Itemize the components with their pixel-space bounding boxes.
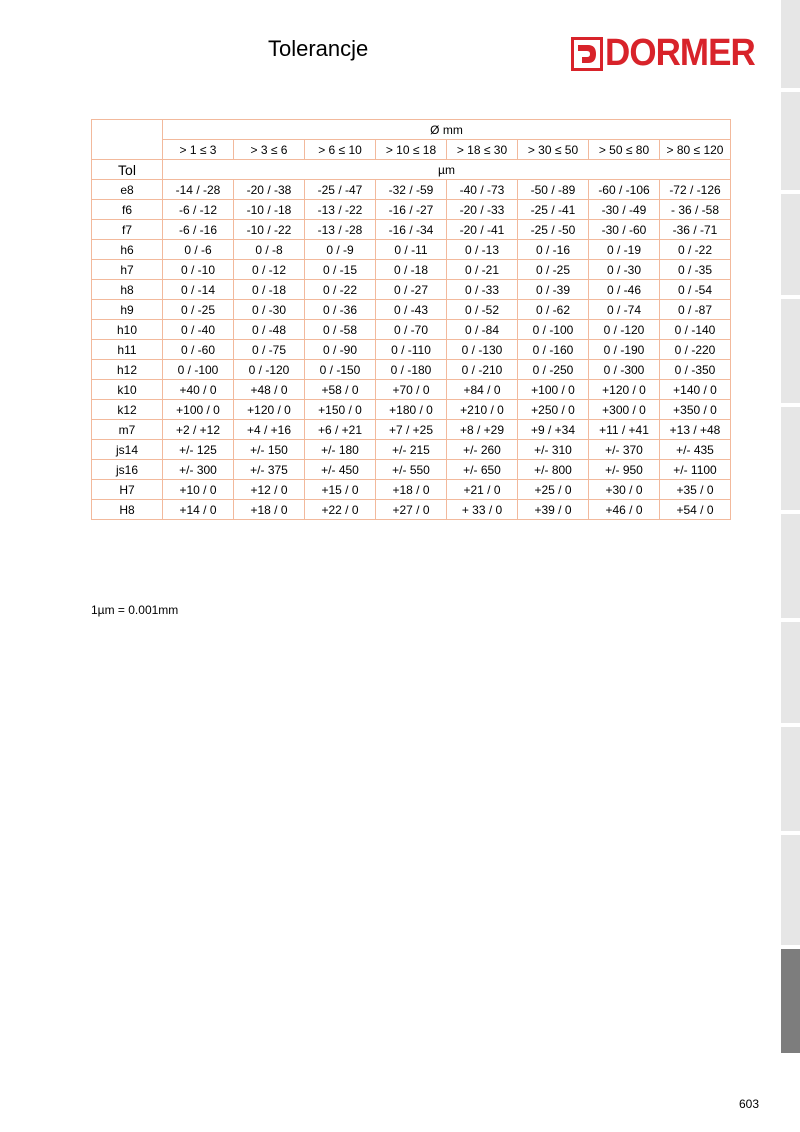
- tolerance-value: -6 / -12: [163, 200, 234, 220]
- tolerance-class: k10: [92, 380, 163, 400]
- tolerance-value: +39 / 0: [518, 500, 589, 520]
- side-tab[interactable]: [781, 727, 800, 831]
- tolerance-value: 0 / -19: [589, 240, 660, 260]
- side-tab[interactable]: [781, 835, 800, 945]
- tolerance-value: 0 / -300: [589, 360, 660, 380]
- tolerance-value: 0 / -30: [589, 260, 660, 280]
- tolerance-class: h11: [92, 340, 163, 360]
- table-row: [92, 180, 731, 200]
- tolerance-value: -10 / -18: [234, 200, 305, 220]
- tolerance-value: +140 / 0: [660, 380, 731, 400]
- tolerance-class: js16: [92, 460, 163, 480]
- tolerance-value: -20 / -33: [447, 200, 518, 220]
- range-header: > 1 ≤ 3: [163, 140, 234, 160]
- tolerance-value: +250 / 0: [518, 400, 589, 420]
- tolerance-value: +350 / 0: [660, 400, 731, 420]
- tolerance-value: 0 / -130: [447, 340, 518, 360]
- tolerance-value: +/- 260: [447, 440, 518, 460]
- tolerance-value: 0 / -25: [163, 300, 234, 320]
- side-tab[interactable]: [781, 407, 800, 510]
- side-tab-strip: [781, 0, 800, 1132]
- tolerance-class: k12: [92, 400, 163, 420]
- tolerance-value: 0 / -48: [234, 320, 305, 340]
- range-header: > 6 ≤ 10: [305, 140, 376, 160]
- tolerance-value: -10 / -22: [234, 220, 305, 240]
- table-row: [92, 500, 731, 520]
- table-row: [92, 480, 731, 500]
- tolerance-value: +18 / 0: [376, 480, 447, 500]
- page-number: 603: [739, 1097, 760, 1111]
- tolerance-class: H8: [92, 500, 163, 520]
- tolerance-value: 0 / -9: [305, 240, 376, 260]
- tolerance-value: +15 / 0: [305, 480, 376, 500]
- range-header: > 10 ≤ 18: [376, 140, 447, 160]
- table-row: [92, 260, 731, 280]
- tolerance-value: 0 / -40: [163, 320, 234, 340]
- tolerance-value: +13 / +48: [660, 420, 731, 440]
- table-row: [92, 340, 731, 360]
- tolerance-value: + 33 / 0: [447, 500, 518, 520]
- tolerance-value: +48 / 0: [234, 380, 305, 400]
- side-tab-active[interactable]: [781, 949, 800, 1053]
- tolerance-value: 0 / -100: [518, 320, 589, 340]
- tolerance-value: +25 / 0: [518, 480, 589, 500]
- tolerance-value: 0 / -74: [589, 300, 660, 320]
- tolerance-value: -50 / -89: [518, 180, 589, 200]
- tolerance-value: +/- 215: [376, 440, 447, 460]
- tolerance-value: +58 / 0: [305, 380, 376, 400]
- tolerance-value: +100 / 0: [518, 380, 589, 400]
- tolerance-value: +30 / 0: [589, 480, 660, 500]
- tolerance-value: +40 / 0: [163, 380, 234, 400]
- unit-footnote: 1µm = 0.001mm: [91, 603, 179, 617]
- tolerance-value: -20 / -38: [234, 180, 305, 200]
- side-tab[interactable]: [781, 194, 800, 295]
- tolerance-value: 0 / -35: [660, 260, 731, 280]
- tolerance-value: 0 / -87: [660, 300, 731, 320]
- tolerance-class: h7: [92, 260, 163, 280]
- tolerance-value: +/- 375: [234, 460, 305, 480]
- tolerance-value: +46 / 0: [589, 500, 660, 520]
- tolerance-value: 0 / -75: [234, 340, 305, 360]
- tolerance-value: -25 / -41: [518, 200, 589, 220]
- tolerance-value: -40 / -73: [447, 180, 518, 200]
- tolerance-value: 0 / -62: [518, 300, 589, 320]
- tolerance-value: +/- 450: [305, 460, 376, 480]
- tolerance-value: +/- 180: [305, 440, 376, 460]
- table-row: [92, 380, 731, 400]
- table-row: [92, 320, 731, 340]
- tolerance-value: +/- 650: [447, 460, 518, 480]
- tolerance-value: 0 / -70: [376, 320, 447, 340]
- tolerance-value: 0 / -180: [376, 360, 447, 380]
- range-header: > 18 ≤ 30: [447, 140, 518, 160]
- tolerance-value: 0 / -350: [660, 360, 731, 380]
- tolerance-value: +10 / 0: [163, 480, 234, 500]
- tolerance-value: +150 / 0: [305, 400, 376, 420]
- side-tab[interactable]: [781, 514, 800, 618]
- tolerance-value: +300 / 0: [589, 400, 660, 420]
- tolerance-value: 0 / -250: [518, 360, 589, 380]
- table-row: [92, 460, 731, 480]
- range-header: > 30 ≤ 50: [518, 140, 589, 160]
- tolerance-value: 0 / -16: [518, 240, 589, 260]
- tolerance-table: [91, 119, 731, 520]
- corner-cell: [92, 120, 163, 160]
- tolerance-value: +54 / 0: [660, 500, 731, 520]
- tolerance-value: +22 / 0: [305, 500, 376, 520]
- tolerance-value: 0 / -100: [163, 360, 234, 380]
- tolerance-value: -13 / -22: [305, 200, 376, 220]
- tolerance-value: +4 / +16: [234, 420, 305, 440]
- tolerance-value: +/- 370: [589, 440, 660, 460]
- tolerance-value: +120 / 0: [589, 380, 660, 400]
- tolerance-value: 0 / -11: [376, 240, 447, 260]
- side-tab[interactable]: [781, 299, 800, 403]
- tolerance-value: 0 / -43: [376, 300, 447, 320]
- tolerance-value: 0 / -60: [163, 340, 234, 360]
- tolerance-value: +/- 150: [234, 440, 305, 460]
- tolerance-value: 0 / -21: [447, 260, 518, 280]
- tolerance-value: -6 / -16: [163, 220, 234, 240]
- brand-name: DORMER: [605, 32, 755, 74]
- tolerance-value: 0 / -6: [163, 240, 234, 260]
- tolerance-value: -20 / -41: [447, 220, 518, 240]
- tolerance-value: +/- 800: [518, 460, 589, 480]
- tolerance-value: +6 / +21: [305, 420, 376, 440]
- range-header: > 50 ≤ 80: [589, 140, 660, 160]
- tolerance-value: 0 / -13: [447, 240, 518, 260]
- tolerance-value: 0 / -22: [660, 240, 731, 260]
- tolerance-value: -16 / -27: [376, 200, 447, 220]
- table-row: [92, 400, 731, 420]
- range-header: > 3 ≤ 6: [234, 140, 305, 160]
- tolerance-value: +12 / 0: [234, 480, 305, 500]
- tolerance-value: 0 / -160: [518, 340, 589, 360]
- tolerance-class: f6: [92, 200, 163, 220]
- tolerance-value: +18 / 0: [234, 500, 305, 520]
- dormer-logo: [571, 32, 763, 74]
- tolerance-value: +11 / +41: [589, 420, 660, 440]
- table-row: [92, 200, 731, 220]
- tolerance-value: -25 / -50: [518, 220, 589, 240]
- tolerance-value: 0 / -10: [163, 260, 234, 280]
- tolerance-value: 0 / -52: [447, 300, 518, 320]
- tolerance-value: +100 / 0: [163, 400, 234, 420]
- tolerance-value: 0 / -120: [589, 320, 660, 340]
- table-row: [92, 440, 731, 460]
- tolerance-value: 0 / -140: [660, 320, 731, 340]
- tolerance-value: +/- 550: [376, 460, 447, 480]
- tolerance-value: 0 / -36: [305, 300, 376, 320]
- tolerance-class: h9: [92, 300, 163, 320]
- tolerance-class: f7: [92, 220, 163, 240]
- page-title: Tolerancje: [268, 36, 369, 61]
- tolerance-value: +14 / 0: [163, 500, 234, 520]
- tolerance-value: 0 / -30: [234, 300, 305, 320]
- tolerance-value: 0 / -18: [234, 280, 305, 300]
- tolerance-value: -72 / -126: [660, 180, 731, 200]
- tolerance-value: +180 / 0: [376, 400, 447, 420]
- table-row: [92, 220, 731, 240]
- tolerance-class: h10: [92, 320, 163, 340]
- tolerance-value: -16 / -34: [376, 220, 447, 240]
- tolerance-value: -14 / -28: [163, 180, 234, 200]
- tolerance-value: -25 / -47: [305, 180, 376, 200]
- diameter-header: Ø mm: [163, 120, 731, 140]
- tolerance-value: 0 / -110: [376, 340, 447, 360]
- tolerance-value: 0 / -15: [305, 260, 376, 280]
- tolerance-class: h6: [92, 240, 163, 260]
- tolerance-value: 0 / -90: [305, 340, 376, 360]
- tolerance-value: -32 / -59: [376, 180, 447, 200]
- tolerance-value: -36 / -71: [660, 220, 731, 240]
- tolerance-value: +21 / 0: [447, 480, 518, 500]
- tolerance-value: 0 / -39: [518, 280, 589, 300]
- tolerance-value: 0 / -84: [447, 320, 518, 340]
- tolerance-value: 0 / -150: [305, 360, 376, 380]
- tolerance-value: -30 / -49: [589, 200, 660, 220]
- tolerance-value: +/- 310: [518, 440, 589, 460]
- tolerance-value: +/- 300: [163, 460, 234, 480]
- tolerance-value: +9 / +34: [518, 420, 589, 440]
- tolerance-value: 0 / -190: [589, 340, 660, 360]
- side-tab[interactable]: [781, 0, 800, 88]
- tolerance-value: 0 / -8: [234, 240, 305, 260]
- tolerance-value: +35 / 0: [660, 480, 731, 500]
- dormer-logo-icon: [571, 36, 603, 72]
- tolerance-value: +27 / 0: [376, 500, 447, 520]
- side-tab[interactable]: [781, 622, 800, 723]
- tolerance-value: 0 / -22: [305, 280, 376, 300]
- tolerance-value: +70 / 0: [376, 380, 447, 400]
- tolerance-value: 0 / -58: [305, 320, 376, 340]
- tolerance-value: +2 / +12: [163, 420, 234, 440]
- tolerance-value: 0 / -120: [234, 360, 305, 380]
- side-tab[interactable]: [781, 92, 800, 190]
- tolerance-class: m7: [92, 420, 163, 440]
- tolerance-value: - 36 / -58: [660, 200, 731, 220]
- tolerance-value: +/- 125: [163, 440, 234, 460]
- tolerance-value: 0 / -33: [447, 280, 518, 300]
- tolerance-value: 0 / -27: [376, 280, 447, 300]
- table-row: [92, 420, 731, 440]
- unit-header: µm: [163, 160, 731, 180]
- tolerance-value: 0 / -18: [376, 260, 447, 280]
- tolerance-class: e8: [92, 180, 163, 200]
- tolerance-value: +/- 1100: [660, 460, 731, 480]
- tolerance-class: h12: [92, 360, 163, 380]
- range-header: > 80 ≤ 120: [660, 140, 731, 160]
- table-row: [92, 300, 731, 320]
- tolerance-class: js14: [92, 440, 163, 460]
- tolerance-value: 0 / -54: [660, 280, 731, 300]
- tolerance-value: +/- 435: [660, 440, 731, 460]
- table-row: [92, 280, 731, 300]
- tol-header: Tol: [92, 160, 163, 180]
- table-row: [92, 240, 731, 260]
- tolerance-value: -60 / -106: [589, 180, 660, 200]
- tolerance-value: 0 / -25: [518, 260, 589, 280]
- tolerance-value: +120 / 0: [234, 400, 305, 420]
- tolerance-value: 0 / -14: [163, 280, 234, 300]
- table-row: [92, 360, 731, 380]
- tolerance-value: +8 / +29: [447, 420, 518, 440]
- tolerance-value: +7 / +25: [376, 420, 447, 440]
- tolerance-value: +/- 950: [589, 460, 660, 480]
- tolerance-value: 0 / -46: [589, 280, 660, 300]
- tolerance-value: -30 / -60: [589, 220, 660, 240]
- tolerance-value: +84 / 0: [447, 380, 518, 400]
- tolerance-class: H7: [92, 480, 163, 500]
- tolerance-class: h8: [92, 280, 163, 300]
- tolerance-value: +210 / 0: [447, 400, 518, 420]
- tolerance-value: 0 / -12: [234, 260, 305, 280]
- tolerance-value: -13 / -28: [305, 220, 376, 240]
- tolerance-value: 0 / -220: [660, 340, 731, 360]
- tolerance-value: 0 / -210: [447, 360, 518, 380]
